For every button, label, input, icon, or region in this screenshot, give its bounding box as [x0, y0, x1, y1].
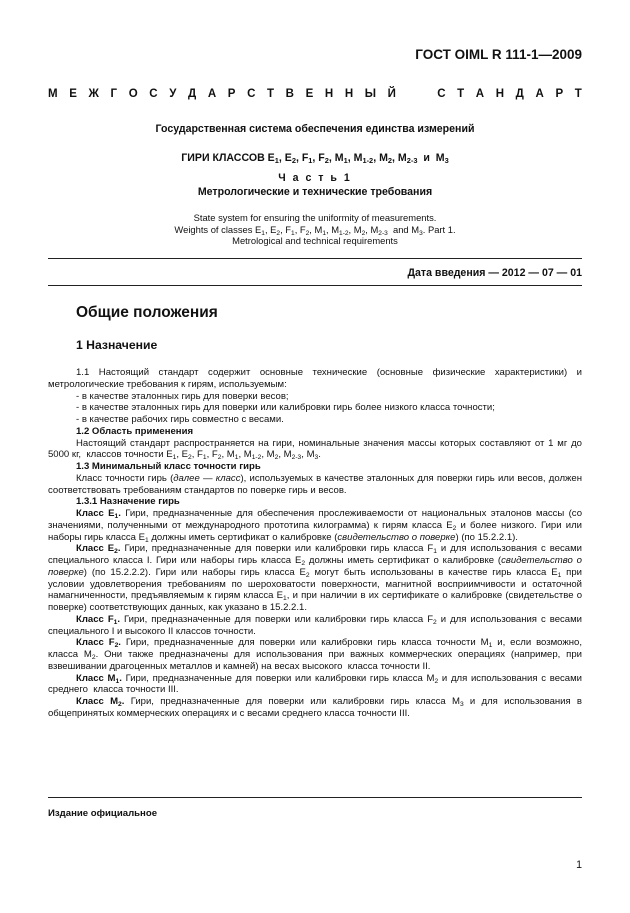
page-number: 1 [576, 859, 582, 871]
interstate-letter: С [149, 88, 158, 100]
interstate-letter: Е [305, 88, 314, 100]
subsection-heading: 1 Назначение [76, 338, 158, 352]
interstate-letter: Р [227, 88, 236, 100]
footer-divider [48, 797, 582, 798]
interstate-letter [408, 88, 411, 100]
class-m2-paragraph: Класс $M_2$. Гири, предназначенные для поверки или калибровки гирь класса $M_3$ и для использования в общепринятых коммерческих операциях и с весами среднего класса точности III. [48, 696, 582, 719]
interstate-letter: С [437, 88, 446, 100]
paragraph-1-2: Настоящий стандарт распространяется на гири, номинальные значения массы которых составляют от 1 мг до 5000 кг, классов точности $E_1$, $E_2$, $F_1$, $F_2$, $M_1$, $M_{1-2}$, $M_2$, $M_{2-3}$, $M_3$. [48, 437, 582, 462]
interstate-letter [422, 88, 425, 100]
english-line-2: Weights of classes $E_1$, $E_2$, $F_1$, $F_2$, $M_1$, $M_{1-2}$, $M_2$, $M_{2-3}$ and $M_3$. Part 1. [174, 223, 456, 237]
interstate-letter: Н [324, 88, 334, 100]
class-f1-paragraph: Класс $F_1$. Гири, предназначенные для поверки или калибровки гирь класса $F_2$ и для использования с весами специального I и высокого II классов точности. [48, 613, 583, 637]
class-m1-paragraph: Класс $M_1$. Гири, предназначенные для поверки или калибровки гирь класса $M_2$ и для использования с весами среднего класса точности III. [48, 672, 582, 696]
interstate-letter: Й [387, 88, 396, 100]
paragraph-1-1: 1.1 Настоящий стандарт содержит основные технические (основные физические характеристики) и метрологические требования к гирям, используемым: [48, 367, 582, 390]
interstate-letter: Д [515, 88, 524, 100]
section-heading: Общие положения [76, 304, 218, 321]
class-e2-paragraph: Класс $E_2$. Гири, предназначенные для поверки или калибровки гирь класса $F_1$ и для использования с весами специального класса I. Гири или наборы гирь класса $E_2$ должны иметь сертификат о калибровке (свидетельство о поверке) (по 15.2.2.2). Гири или наборы гирь класса $E_2$ могут быть использованы в качестве гирь класса $E_1$ при условии удовлетворения требованиям по шероховатости поверхности, магнитной восприимчивости и остаточной намагниченности, предъявляемым к гирям класса $E_1$, и при наличии в их сертификате о калибровке (свидетельстве о поверке) соответствующих данных, как указано в 15.2.2.1. [48, 543, 583, 613]
interstate-letter: Е [69, 88, 77, 100]
interstate-letter: Д [188, 88, 197, 100]
interstate-letter: А [475, 88, 485, 100]
bullet-item: - в качестве рабочих гирь совместно с весами. [76, 414, 284, 425]
header-divider [48, 258, 582, 259]
part-title: Метрологические и технические требования [197, 186, 433, 198]
class-e1-paragraph: Класс $E_1$. Гири, предназначенные для обеспечения прослеживаемости от национальных эталонов массы (со значениями, полученными от международного прототипа килограмма) к гирям класса $E_2$ и более низкого. Гири или наборы гирь класса $E_1$ должны иметь сертификат о калибровке (свидетельство о поверке) (по 15.2.2.1). [48, 508, 582, 544]
heading-1-3: 1.3 Минимальный класс точности гирь [76, 461, 261, 472]
document-title: ГИРИ КЛАССОВ $E_1$, $E_2$, $F_1$, $F_2$, $M_1$, $M_{1-2}$, $M_2$, $M_{2-3}$ и $M_3$ [181, 152, 449, 165]
interstate-letter: Ж [88, 88, 99, 100]
interstate-letter: Г [110, 88, 118, 100]
english-line-1: State system for ensuring the uniformity of measurements. [193, 212, 437, 223]
interstate-letter: Р [555, 88, 564, 100]
paragraph-1-3: Класс точности гирь (далее — класс), используемых в качестве эталонных для поверки гирь или весов, должен соответствовать требованиям стандартов по поверке гирь и весов. [48, 472, 582, 496]
interstate-letter: Т [457, 88, 465, 100]
bullet-item: - в качестве эталонных гирь для поверки весов; [76, 390, 289, 402]
standard-number: ГОСТ OIML R 111-1—2009 [415, 47, 582, 62]
heading-1-2: 1.2 Область применения [76, 425, 194, 437]
system-title: Государственная система обеспечения единства измерений [155, 123, 475, 135]
interstate-standard-label [48, 88, 582, 100]
interstate-letter: В [285, 88, 294, 100]
interstate-letter: М [48, 88, 58, 100]
interstate-letter: А [535, 88, 544, 100]
interstate-letter: Н [344, 88, 354, 100]
interstate-letter: А [207, 88, 217, 100]
interstate-letter: О [128, 88, 138, 100]
english-title [48, 212, 582, 247]
interstate-letter: У [169, 88, 177, 100]
english-line-3: Metrological and technical requirements [232, 235, 398, 247]
interstate-letter: С [247, 88, 256, 100]
introduction-date: Дата введения — 2012 — 07 — 01 [407, 267, 582, 279]
interstate-letter: Н [495, 88, 505, 100]
class-f2-paragraph: Класс $F_2$. Гири, предназначенные для поверки или калибровки гирь класса точности $M_1$ и, если возможно, класса $M_2$. Они также предназначены для использования при важных коммерческих операциях (например, при взвешивании драгоценных металлов и камней) на весах высокого класса точности II. [48, 637, 582, 672]
edition-label: Издание официальное [48, 808, 158, 819]
date-divider [48, 285, 582, 286]
bullet-item: - в качестве эталонных гирь для поверки или калибровки гирь более низкого класса точности; [76, 402, 495, 414]
interstate-letter: Т [574, 88, 582, 100]
part-label: Ч а с т ь 1 [278, 172, 352, 184]
heading-1-3-1: 1.3.1 Назначение гирь [76, 496, 180, 508]
interstate-letter: Т [267, 88, 275, 100]
interstate-letter: Ы [364, 88, 377, 100]
body-text [48, 367, 582, 720]
